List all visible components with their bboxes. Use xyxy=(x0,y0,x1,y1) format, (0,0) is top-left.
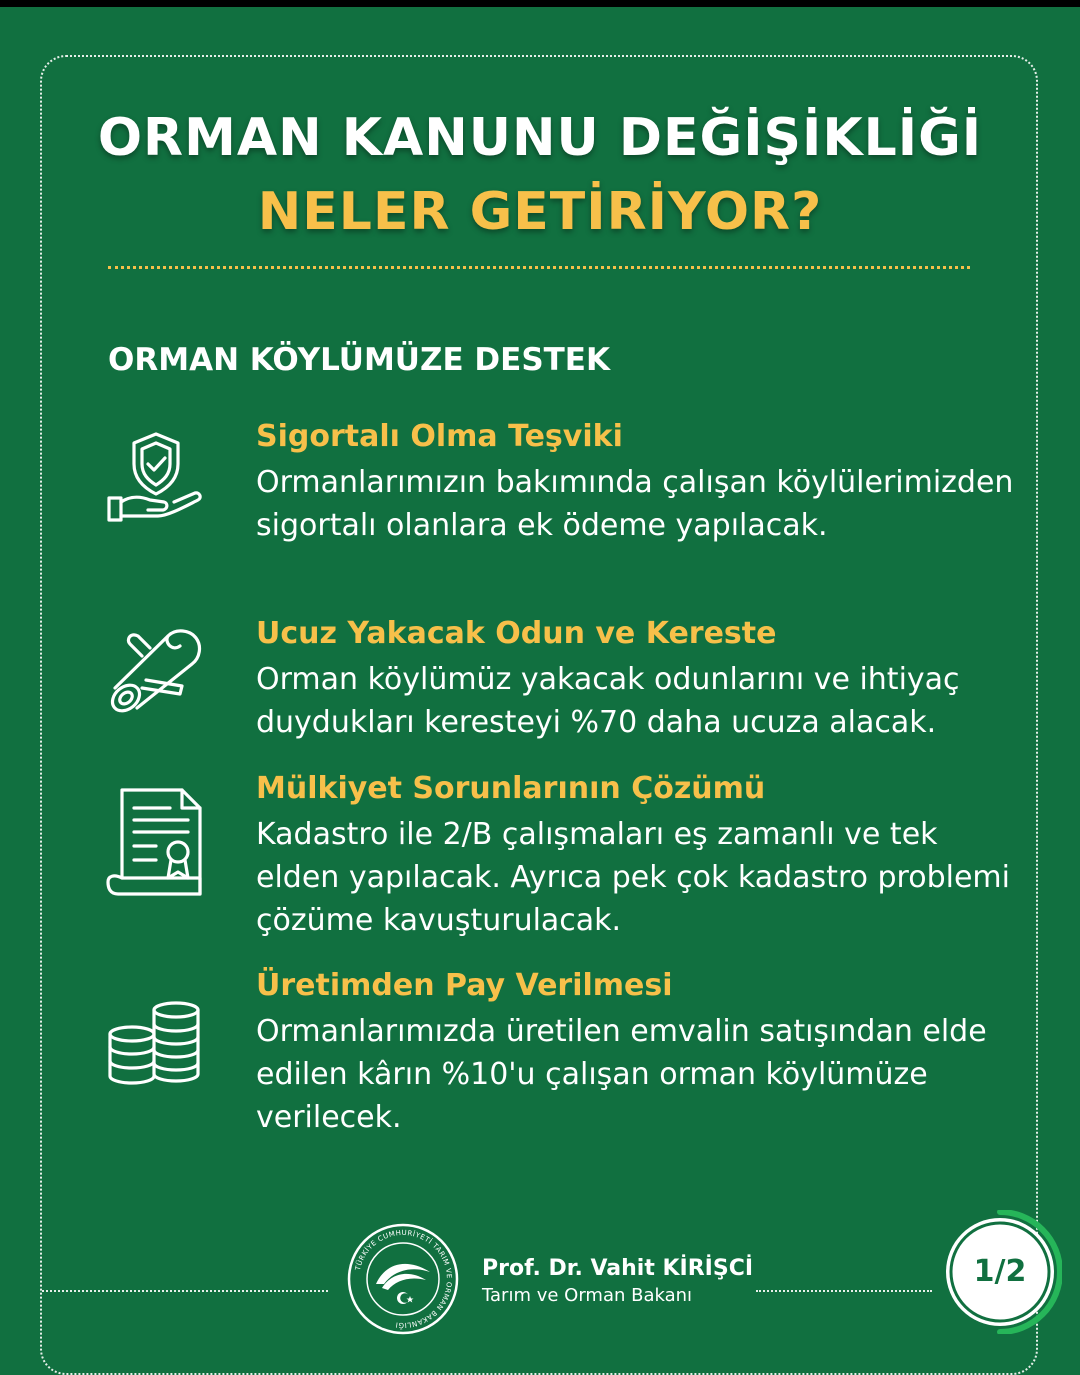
item-desc-ownership: Kadastro ile 2/B çalışmaları eş zamanlı ve tek elden yapılacak. Ayrıca pek çok kadastro problemi çözüme kavuşturulacak. xyxy=(256,817,1010,938)
item-desc-revenue-share: Ormanlarımızda üretilen emvalin satışından elde edilen kârın %10'u çalışan orman köylümüze verilecek. xyxy=(256,1014,987,1135)
page-title-line-1: ORMAN KANUNU DEĞİŞİKLİĞİ xyxy=(97,108,983,168)
author-block xyxy=(482,1256,753,1306)
ministry-emblem xyxy=(346,1222,460,1336)
item-title-firewood: Ucuz Yakacak Odun ve Kereste xyxy=(256,616,777,651)
footer-divider-right xyxy=(756,1290,932,1292)
shield-hand-icon xyxy=(106,430,206,526)
coin-stacks-icon xyxy=(104,1000,204,1086)
certificate-document-icon xyxy=(104,786,206,898)
page-indicator xyxy=(938,1210,1062,1334)
log-icon xyxy=(106,622,206,720)
item-title-insurance: Sigortalı Olma Teşviki xyxy=(256,419,623,454)
item-desc-firewood: Orman köylümüz yakacak odunlarını ve ihtiyaç duydukları keresteyi %70 daha ucuza alacak. xyxy=(256,662,960,740)
title-divider xyxy=(108,266,970,269)
item-title-ownership: Mülkiyet Sorunlarının Çözümü xyxy=(256,771,766,806)
item-title-revenue-share: Üretimden Pay Verilmesi xyxy=(256,968,673,1003)
emblem-ring-text: TÜRKİYE CUMHURİYETİ TARIM VE ORMAN BAKANLIĞI xyxy=(353,1228,454,1330)
top-edge-bar xyxy=(0,0,1080,7)
page-indicator-text: 1/2 xyxy=(973,1254,1027,1289)
footer-divider-left xyxy=(42,1290,328,1292)
item-desc-insurance: Ormanlarımızın bakımında çalışan köylülerimizden sigortalı olanlara ek ödeme yapılacak. xyxy=(256,465,1014,543)
author-role: Tarım ve Orman Bakanı xyxy=(482,1285,693,1306)
page-title-line-2: NELER GETİRİYOR? xyxy=(257,182,823,242)
section-heading: ORMAN KÖYLÜMÜZE DESTEK xyxy=(108,342,610,378)
author-name: Prof. Dr. Vahit KİRİŞCİ xyxy=(482,1256,754,1281)
